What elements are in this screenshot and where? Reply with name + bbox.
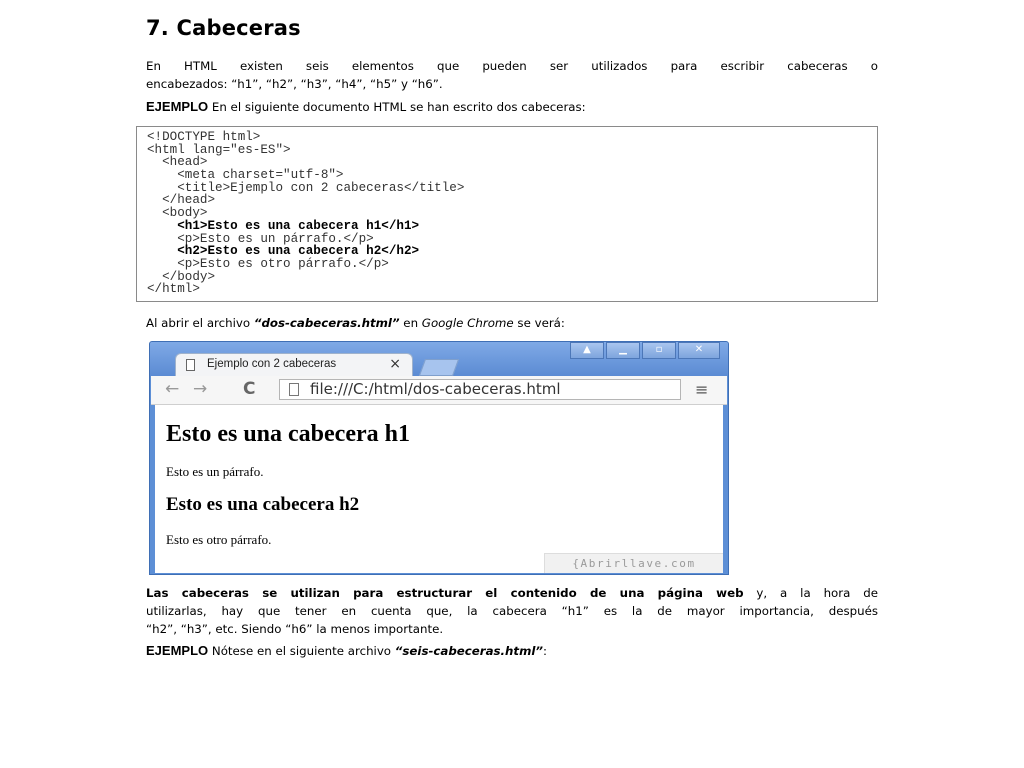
open-text-middle: en: [399, 316, 422, 330]
open-text-after: se verá:: [513, 316, 565, 330]
browser-tab[interactable]: [175, 353, 413, 377]
open-text-before: Al abrir el archivo: [146, 316, 254, 330]
rendered-h2: Esto es una cabecera h2: [166, 494, 360, 515]
code-listing: [136, 126, 878, 302]
intro-paragraph: [146, 57, 878, 93]
code-line: <html lang="es-ES">: [147, 142, 291, 157]
code-line: <h1>Esto es una cabecera h1</h1>: [147, 218, 420, 233]
example-2-paragraph: [146, 642, 878, 660]
code-line: <!DOCTYPE html>: [147, 130, 261, 144]
new-tab-button[interactable]: [419, 359, 459, 376]
rendered-p1: Esto es un párrafo.: [166, 464, 264, 479]
example-2-filename: “seis-cabeceras.html”: [394, 644, 544, 658]
rendered-p2: Esto es otro párrafo.: [166, 532, 272, 547]
example-2-label: EJEMPLO: [146, 643, 209, 658]
back-icon[interactable]: ←: [165, 379, 180, 399]
explanation-rest: y, a la hora de: [743, 586, 878, 600]
explanation-bold: Las cabeceras se utilizan para estructurar el contenido de una página web: [146, 586, 744, 600]
example-1-text: En el siguiente documento HTML se han escrito dos cabeceras:: [208, 100, 586, 114]
example-1-label: EJEMPLO: [146, 99, 209, 114]
code-line: <head>: [147, 155, 208, 170]
open-text-filename: “dos-cabeceras.html”: [253, 316, 400, 330]
code-line: <p>Esto es un párrafo.</p>: [147, 231, 374, 246]
close-tab-icon[interactable]: ×: [389, 356, 401, 372]
intro-line-2: encabezados: “h1”, “h2”, “h3”, “h4”, “h5” y “h6”.: [146, 77, 443, 91]
abrirllave-watermark: {Abrirllave.com: [544, 553, 723, 573]
window-controls: [568, 342, 720, 359]
code-line: <body>: [147, 206, 208, 221]
forward-icon[interactable]: →: [193, 379, 208, 399]
code-line: <meta charset="utf-8">: [147, 168, 344, 183]
close-window-icon[interactable]: ✕: [678, 342, 720, 359]
url-text: file:///C:/html/dos-cabeceras.html: [310, 380, 561, 398]
browser-titlebar: [150, 342, 728, 376]
code-line: </head>: [147, 193, 216, 208]
explanation-line-2: utilizarlas, hay que tener en cuenta que, la cabecera “h1” es la de mayor importancia, después: [146, 604, 878, 618]
code-line: </html>: [147, 282, 200, 297]
browser-viewport: [155, 405, 723, 573]
menu-icon[interactable]: ≡: [695, 380, 709, 399]
address-bar[interactable]: [279, 379, 681, 400]
code-line: <p>Esto es otro párrafo.</p>: [147, 256, 389, 271]
browser-toolbar: [151, 376, 727, 405]
maximize-icon[interactable]: ▫: [642, 342, 676, 359]
code-line: </body>: [147, 269, 216, 284]
rendered-h1: Esto es una cabecera h1: [166, 421, 410, 447]
open-file-paragraph: [146, 314, 878, 332]
intro-line-1: En HTML existen seis elementos que pueden ser utilizados para escribir cabeceras o: [146, 59, 878, 73]
example-2-after: :: [543, 644, 547, 658]
reload-icon[interactable]: C: [243, 379, 256, 399]
example-2-text: Nótese en el siguiente archivo: [208, 644, 395, 658]
code-line: <h2>Esto es una cabecera h2</h2>: [147, 244, 420, 259]
explanation-line-3: “h2”, “h3”, etc. Siendo “h6” la menos importante.: [146, 622, 444, 636]
explanation-line-1: [146, 584, 878, 602]
browser-screenshot: [149, 341, 729, 575]
open-text-app: Google Chrome: [421, 316, 514, 330]
page-icon: [289, 383, 299, 396]
document-icon: [186, 359, 195, 371]
code-line: <title>Ejemplo con 2 cabeceras</title>: [147, 180, 465, 195]
explanation-paragraph: [146, 584, 878, 638]
example-1-paragraph: [146, 98, 878, 116]
section-title: 7. Cabeceras: [146, 16, 301, 40]
user-icon[interactable]: ▲: [570, 342, 604, 359]
minimize-icon[interactable]: ▁: [606, 342, 640, 359]
tab-title: Ejemplo con 2 cabeceras: [207, 358, 337, 370]
